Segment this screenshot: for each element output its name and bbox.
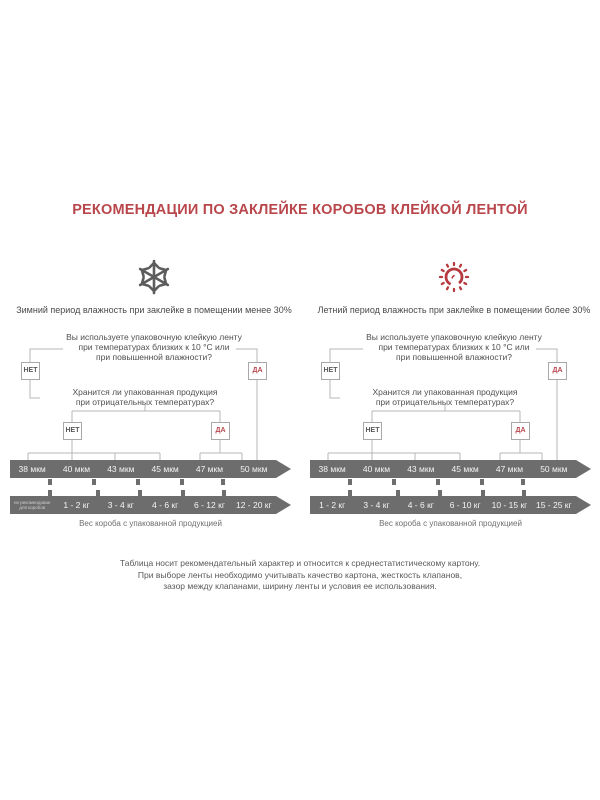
weight-segment-label: 6 - 12 кг	[194, 500, 225, 510]
bar-segment-label: 47 мкм	[495, 464, 524, 474]
question-2-line: при отрицательных температурах?	[375, 396, 515, 407]
scale-tick	[92, 479, 96, 485]
weight-bar	[10, 496, 276, 514]
scale-tick	[180, 479, 184, 485]
bar-segment-label: 47 мкм	[195, 464, 224, 474]
footer-line: зазор между клапанами, ширину ленты и условия ее использования.	[163, 581, 437, 591]
scale-tick	[136, 479, 140, 485]
bar-segment-label: 40 мкм	[362, 464, 391, 474]
weight-segment-label: 6 - 10 кг	[449, 500, 481, 510]
bar-segment-label: 40 мкм	[62, 464, 91, 474]
weight-bar	[310, 496, 576, 514]
answer-no-box: НЕТ	[63, 422, 82, 440]
scale-tick	[48, 479, 52, 485]
question-1-line: при повышенной влажности?	[396, 351, 512, 362]
column-summer	[308, 255, 600, 547]
weight-caption: Вес короба с упакованной продукцией	[79, 519, 222, 528]
answer-yes-box: ДА	[248, 362, 267, 380]
weight-segment-label: 4 - 6 кг	[152, 500, 179, 510]
weight-segment-label: 12 - 20 кг	[235, 500, 272, 510]
question-1-line: при температурах близких к 10 °С или	[378, 341, 530, 352]
weight-caption: Вес короба с упакованной продукцией	[379, 519, 522, 528]
scale-tick	[348, 479, 352, 485]
bar-segment-label: 43 мкм	[407, 464, 435, 474]
question-2	[308, 388, 582, 408]
footer-line: При выборе ленты необходимо учитывать качество картона, жесткость клапанов,	[137, 569, 463, 580]
column-winter	[8, 255, 300, 547]
weight-segment-label: 3 - 4 кг	[363, 500, 390, 510]
answer-yes-box: ДА	[548, 362, 567, 380]
footer-note	[0, 558, 600, 593]
scale-tick	[392, 479, 396, 485]
weight-segment-label: 3 - 4 кг	[107, 500, 134, 510]
scale-tick	[480, 479, 484, 485]
scale-tick	[221, 479, 225, 485]
question-1-line: Вы используете упаковочную клейкую ленту	[366, 332, 542, 342]
question-1	[312, 333, 596, 362]
question-1-line: Вы используете упаковочную клейкую ленту	[66, 332, 242, 342]
sun-icon	[308, 255, 600, 299]
question-1	[12, 333, 296, 362]
question-2	[8, 388, 282, 408]
answer-yes-box: ДА	[211, 422, 230, 440]
bar-segment-label: 38 мкм	[318, 464, 346, 474]
scale-tick	[521, 479, 525, 485]
weight-segment-label: 4 - 6 кг	[407, 500, 434, 510]
season-subtitle: Летний период влажность при заклейке в помещении более 30%	[317, 305, 591, 315]
bar-segment-label: 45 мкм	[451, 464, 479, 474]
scale-tick	[436, 479, 440, 485]
question-2-line: Хранится ли упакованная продукция	[372, 387, 518, 397]
tape-thickness-bar	[310, 460, 576, 478]
answer-yes-box: ДА	[511, 422, 530, 440]
question-1-line: при температурах близких к 10 °С или	[78, 341, 230, 352]
weight-segment-label: 1 - 2 кг	[63, 500, 90, 510]
bar-segment-label: 38 мкм	[18, 464, 46, 474]
tape-thickness-bar	[10, 460, 276, 478]
question-1-line: при повышенной влажности?	[96, 351, 212, 362]
footer-line: Таблица носит рекомендательный характер и относится к среднестатистическому картону.	[119, 558, 481, 568]
bar-segment-label: 43 мкм	[107, 464, 135, 474]
answer-no-box: НЕТ	[21, 362, 40, 380]
weight-segment-label: 15 - 25 кг	[535, 500, 572, 510]
answer-no-box: НЕТ	[321, 362, 340, 380]
question-2-line: Хранится ли упакованная продукция	[72, 387, 218, 397]
weight-segment-label: 1 - 2 кг	[319, 500, 346, 510]
bar-segment-label: 50 мкм	[240, 464, 268, 474]
not-recommended-label: не рекомендован для коробов	[14, 500, 51, 510]
bar-segment-label: 45 мкм	[151, 464, 179, 474]
weight-segment-label: 10 - 15 кг	[491, 500, 528, 510]
question-2-line: при отрицательных температурах?	[75, 396, 215, 407]
season-subtitle: Зимний период влажность при заклейке в помещении менее 30%	[16, 305, 292, 315]
snowflake-icon	[8, 255, 300, 299]
bar-segment-label: 50 мкм	[540, 464, 568, 474]
answer-no-box: НЕТ	[363, 422, 382, 440]
page-title: РЕКОМЕНДАЦИИ ПО ЗАКЛЕЙКЕ КОРОБОВ КЛЕЙКОЙ ЛЕНТОЙ	[72, 202, 528, 218]
